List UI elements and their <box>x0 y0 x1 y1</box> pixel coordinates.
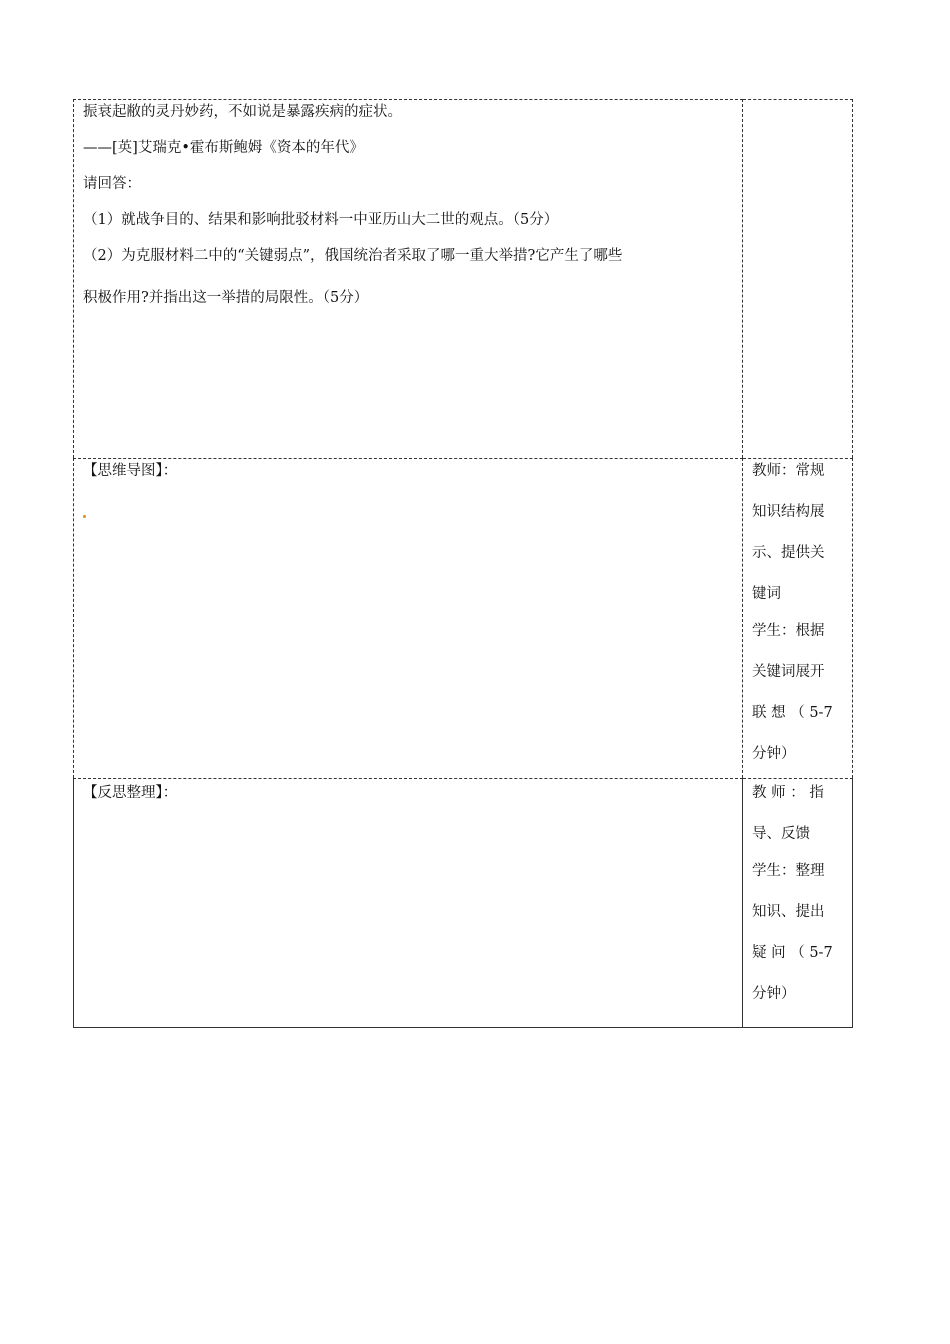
side-note-line: 示、提供关 <box>752 545 825 561</box>
reflection-heading: 【反思整理】： <box>83 785 178 801</box>
side-note-line: 导、反馈 <box>752 826 810 842</box>
prompt-line: 请回答： <box>83 176 141 192</box>
side-note-line: 教 师 ： 指 <box>752 785 824 801</box>
mind-map-heading: 【思维导图】： <box>83 463 178 479</box>
question-cell <box>73 99 743 458</box>
side-note-line: 分钟） <box>752 986 796 1002</box>
side-note-line: 分钟） <box>752 746 796 762</box>
side-note-line: 学生：根据 <box>752 623 825 639</box>
side-note-line: 疑 问 （ 5-7 <box>752 945 833 961</box>
question-2-part-2: 积极作用?并指出这一举措的局限性。（5分） <box>83 290 369 306</box>
material-text-line: 振衰起敝的灵丹妙药，不如说是暴露疾病的症状。 <box>83 104 402 120</box>
orange-dot-mark <box>83 515 86 518</box>
side-note-line: 知识、提出 <box>752 904 825 920</box>
side-note-line <box>752 461 844 481</box>
mind-map-notes-cell <box>743 458 853 778</box>
mind-map-cell <box>73 458 743 778</box>
worksheet-table <box>73 99 853 1028</box>
question-1: （1）就战争目的、结果和影响批驳材料一中亚历山大二世的观点。（5分） <box>83 212 559 228</box>
side-note-text: 教师：常规 <box>752 463 825 479</box>
side-note-line: 学生：整理 <box>752 863 825 879</box>
side-note-line: 知识结构展 <box>752 504 825 520</box>
reflection-cell <box>73 778 743 1028</box>
reflection-notes-cell <box>743 778 853 1028</box>
question-2-part-1: （2）为克服材料二中的“关键弱点”，俄国统治者采取了哪一重大举措?它产生了哪些 <box>83 248 623 264</box>
side-note-line: 联 想 （ 5-7 <box>752 705 833 721</box>
notes-cell-empty <box>743 99 853 458</box>
side-note-line: 关键词展开 <box>752 664 825 680</box>
side-note-line: 键词 <box>752 586 781 602</box>
citation-line: ——[英]艾瑞克•霍布斯鲍姆《资本的年代》 <box>83 140 364 156</box>
